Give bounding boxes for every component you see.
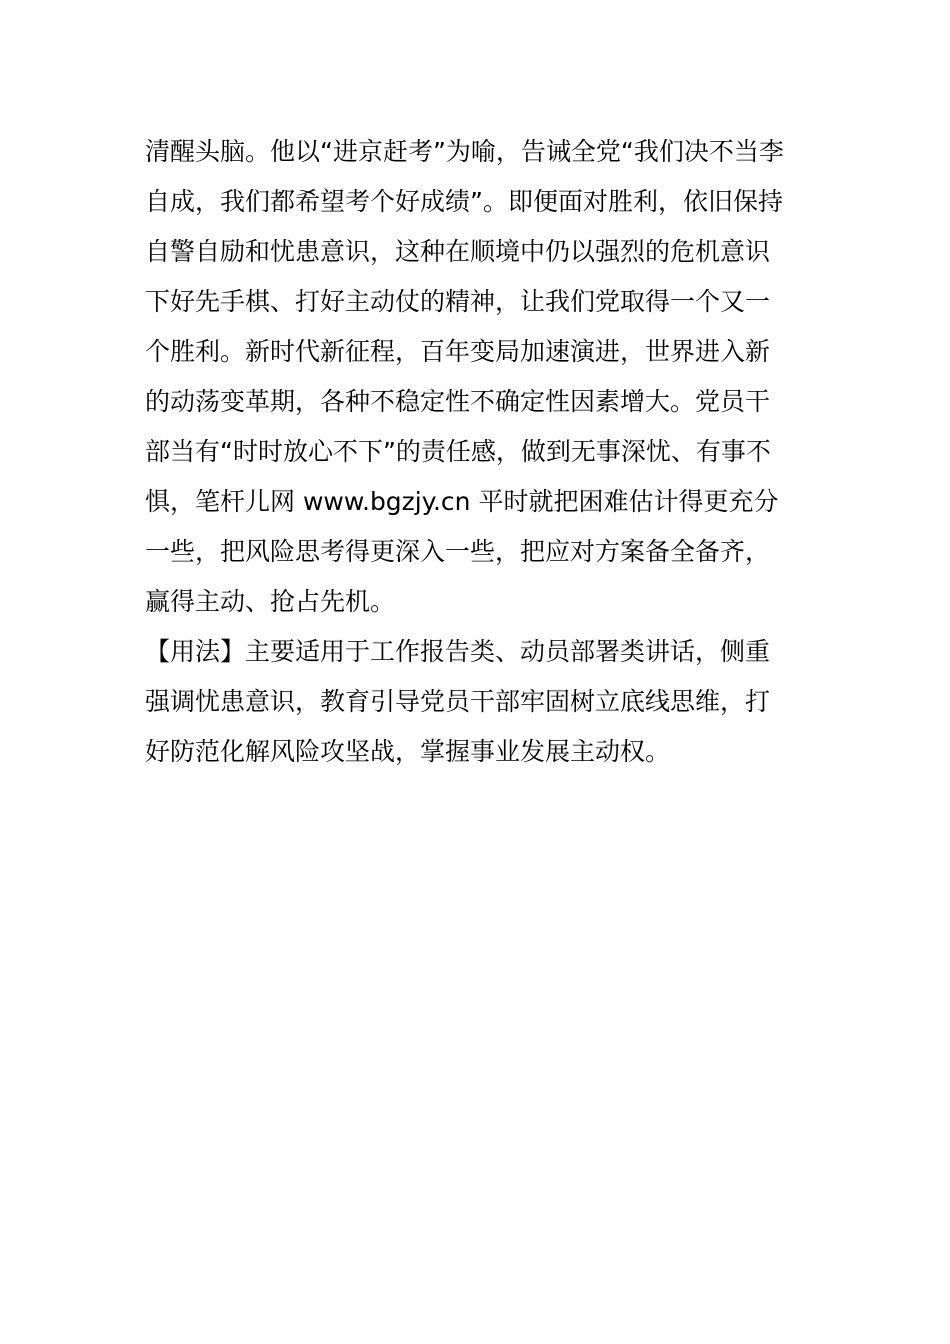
text-line: 下好先手棋、打好主动仗的精神，让我们党取得一个又一 <box>145 287 771 316</box>
text-line: 一些，把风险思考得更深入一些，把应对方案备全备齐， <box>145 537 771 566</box>
text-line: 赢得主动、抢占先机。 <box>145 587 396 616</box>
usage-line: 好防范化解风险攻坚战，掌握事业发展主动权。 <box>145 737 671 766</box>
usage-line: 【用法】主要适用于工作报告类、动员部署类讲话，侧重 <box>145 637 771 666</box>
text-line: 自警自励和忧患意识，这种在顺境中仍以强烈的危机意识 <box>145 237 771 266</box>
text-line: 部当有“时时放心不下”的责任感，做到无事深忧、有事不 <box>145 437 771 466</box>
usage-line: 强调忧患意识，教育引导党员干部牢固树立底线思维，打 <box>145 687 771 716</box>
text-line: 清醒头脑。他以“进京赶考”为喻，告诫全党“我们决不当李 <box>145 137 784 166</box>
text-line: 自成，我们都希望考个好成绩”。即便面对胜利，依旧保持 <box>145 187 783 216</box>
body-text <box>145 127 810 777</box>
text-line: 惧，笔杆儿网 www.bgzjy.cn 平时就把困难估计得更充分 <box>145 487 779 516</box>
text-line: 个胜利。新时代新征程，百年变局加速演进，世界进入新 <box>145 337 771 366</box>
text-line: 的动荡变革期，各种不稳定性不确定性因素增大。党员干 <box>145 387 771 416</box>
